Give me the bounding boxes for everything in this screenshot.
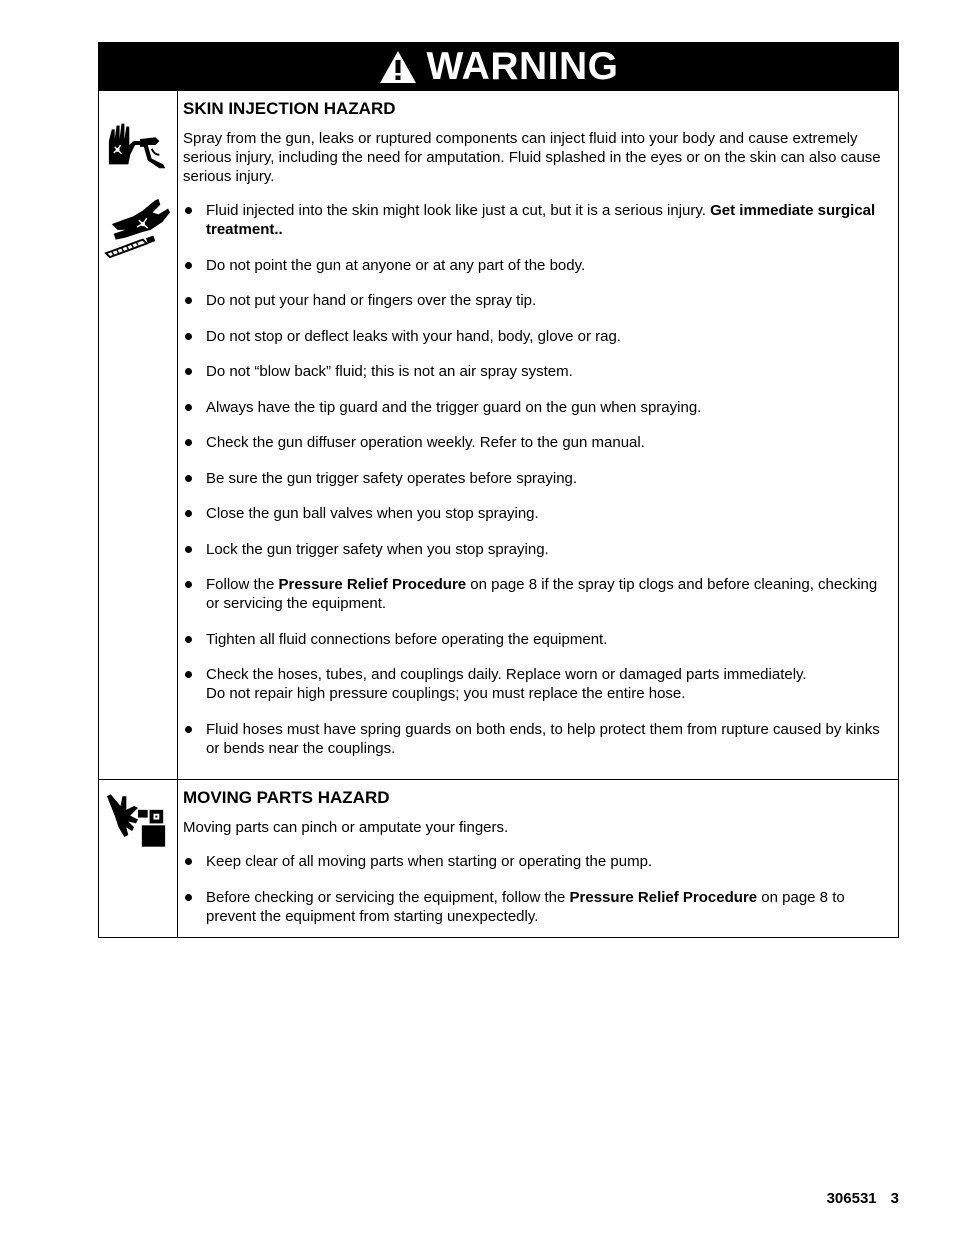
skin-injection-title: SKIN INJECTION HAZARD [183,99,396,118]
bullet-icon [185,207,192,214]
warning-title: WARNING [426,45,619,88]
skin-injection-intro: Spray from the gun, leaks or ruptured components can inject fluid into your body and cause extremely serious injury, including the need for amputation. Fluid splashed in the eyes or on the skin can also cause serious injury. [183,130,881,185]
hand-pinch-gears-icon [105,792,169,849]
list-item: Check the gun diffuser operation weekly. Refer to the gun manual. [183,433,886,452]
skin-injection-section [99,91,898,779]
page-number: 3 [890,1190,899,1207]
doc-number: 306531 [826,1190,877,1207]
list-item: Do not “blow back” fluid; this is not an air spray system. [183,362,886,381]
bullet-icon [185,726,192,733]
list-item: Do not put your hand or fingers over the spray tip. [183,291,886,310]
moving-parts-section [99,779,898,937]
list-item: Close the gun ball valves when you stop spraying. [183,504,886,523]
skin-injection-text [178,91,898,779]
moving-parts-list [183,852,886,926]
bullet-icon [185,510,192,517]
moving-parts-icons [99,780,178,937]
list-item: Fluid hoses must have spring guards on both ends, to help protect them from rupture caused by kinks or bends near the couplings. [183,720,886,758]
bullet-icon [185,581,192,588]
bullet-icon [185,671,192,678]
bullet-icon [185,546,192,553]
bullet-icon [185,333,192,340]
list-item: Be sure the gun trigger safety operates before spraying. [183,469,886,488]
list-item: Fluid injected into the skin might look like just a cut, but it is a serious injury. Get immediate surgical treatment.. [183,201,886,239]
warning-box [98,42,899,938]
hand-spray-gun-icon [105,119,173,169]
bullet-icon [185,894,192,901]
bullet-icon [185,297,192,304]
list-item: Before checking or servicing the equipment, follow the Pressure Relief Procedure on page 8 to prevent the equipment from starting unexpectedly. [183,888,886,926]
bullet-icon [185,368,192,375]
skin-injection-list [183,201,886,758]
list-item: Do not stop or deflect leaks with your hand, body, glove or rag. [183,327,886,346]
moving-parts-intro: Moving parts can pinch or amputate your fingers. [183,819,509,836]
list-item: Always have the tip guard and the trigger guard on the gun when spraying. [183,398,886,417]
moving-parts-text [178,780,898,937]
list-item: Keep clear of all moving parts when starting or operating the pump. [183,852,886,871]
skin-injection-icons [99,91,178,779]
page-footer [827,1190,899,1207]
bullet-icon [185,636,192,643]
hand-injection-icon [104,194,172,260]
warning-triangle-icon [379,50,417,84]
warning-banner [99,42,898,91]
bullet-icon [185,475,192,482]
moving-parts-title: MOVING PARTS HAZARD [183,788,390,807]
list-item: Follow the Pressure Relief Procedure on page 8 if the spray tip clogs and before cleaning, checking or servicing the equipment. [183,575,886,613]
bullet-icon [185,262,192,269]
bullet-icon [185,439,192,446]
list-item: Check the hoses, tubes, and couplings daily. Replace worn or damaged parts immediately. Do not repair high pressure couplings; you must replace the entire hose. [183,665,886,703]
bullet-icon [185,858,192,865]
list-item: Do not point the gun at anyone or at any part of the body. [183,256,886,275]
list-item: Tighten all fluid connections before operating the equipment. [183,630,886,649]
list-item: Lock the gun trigger safety when you stop spraying. [183,540,886,559]
bullet-icon [185,404,192,411]
